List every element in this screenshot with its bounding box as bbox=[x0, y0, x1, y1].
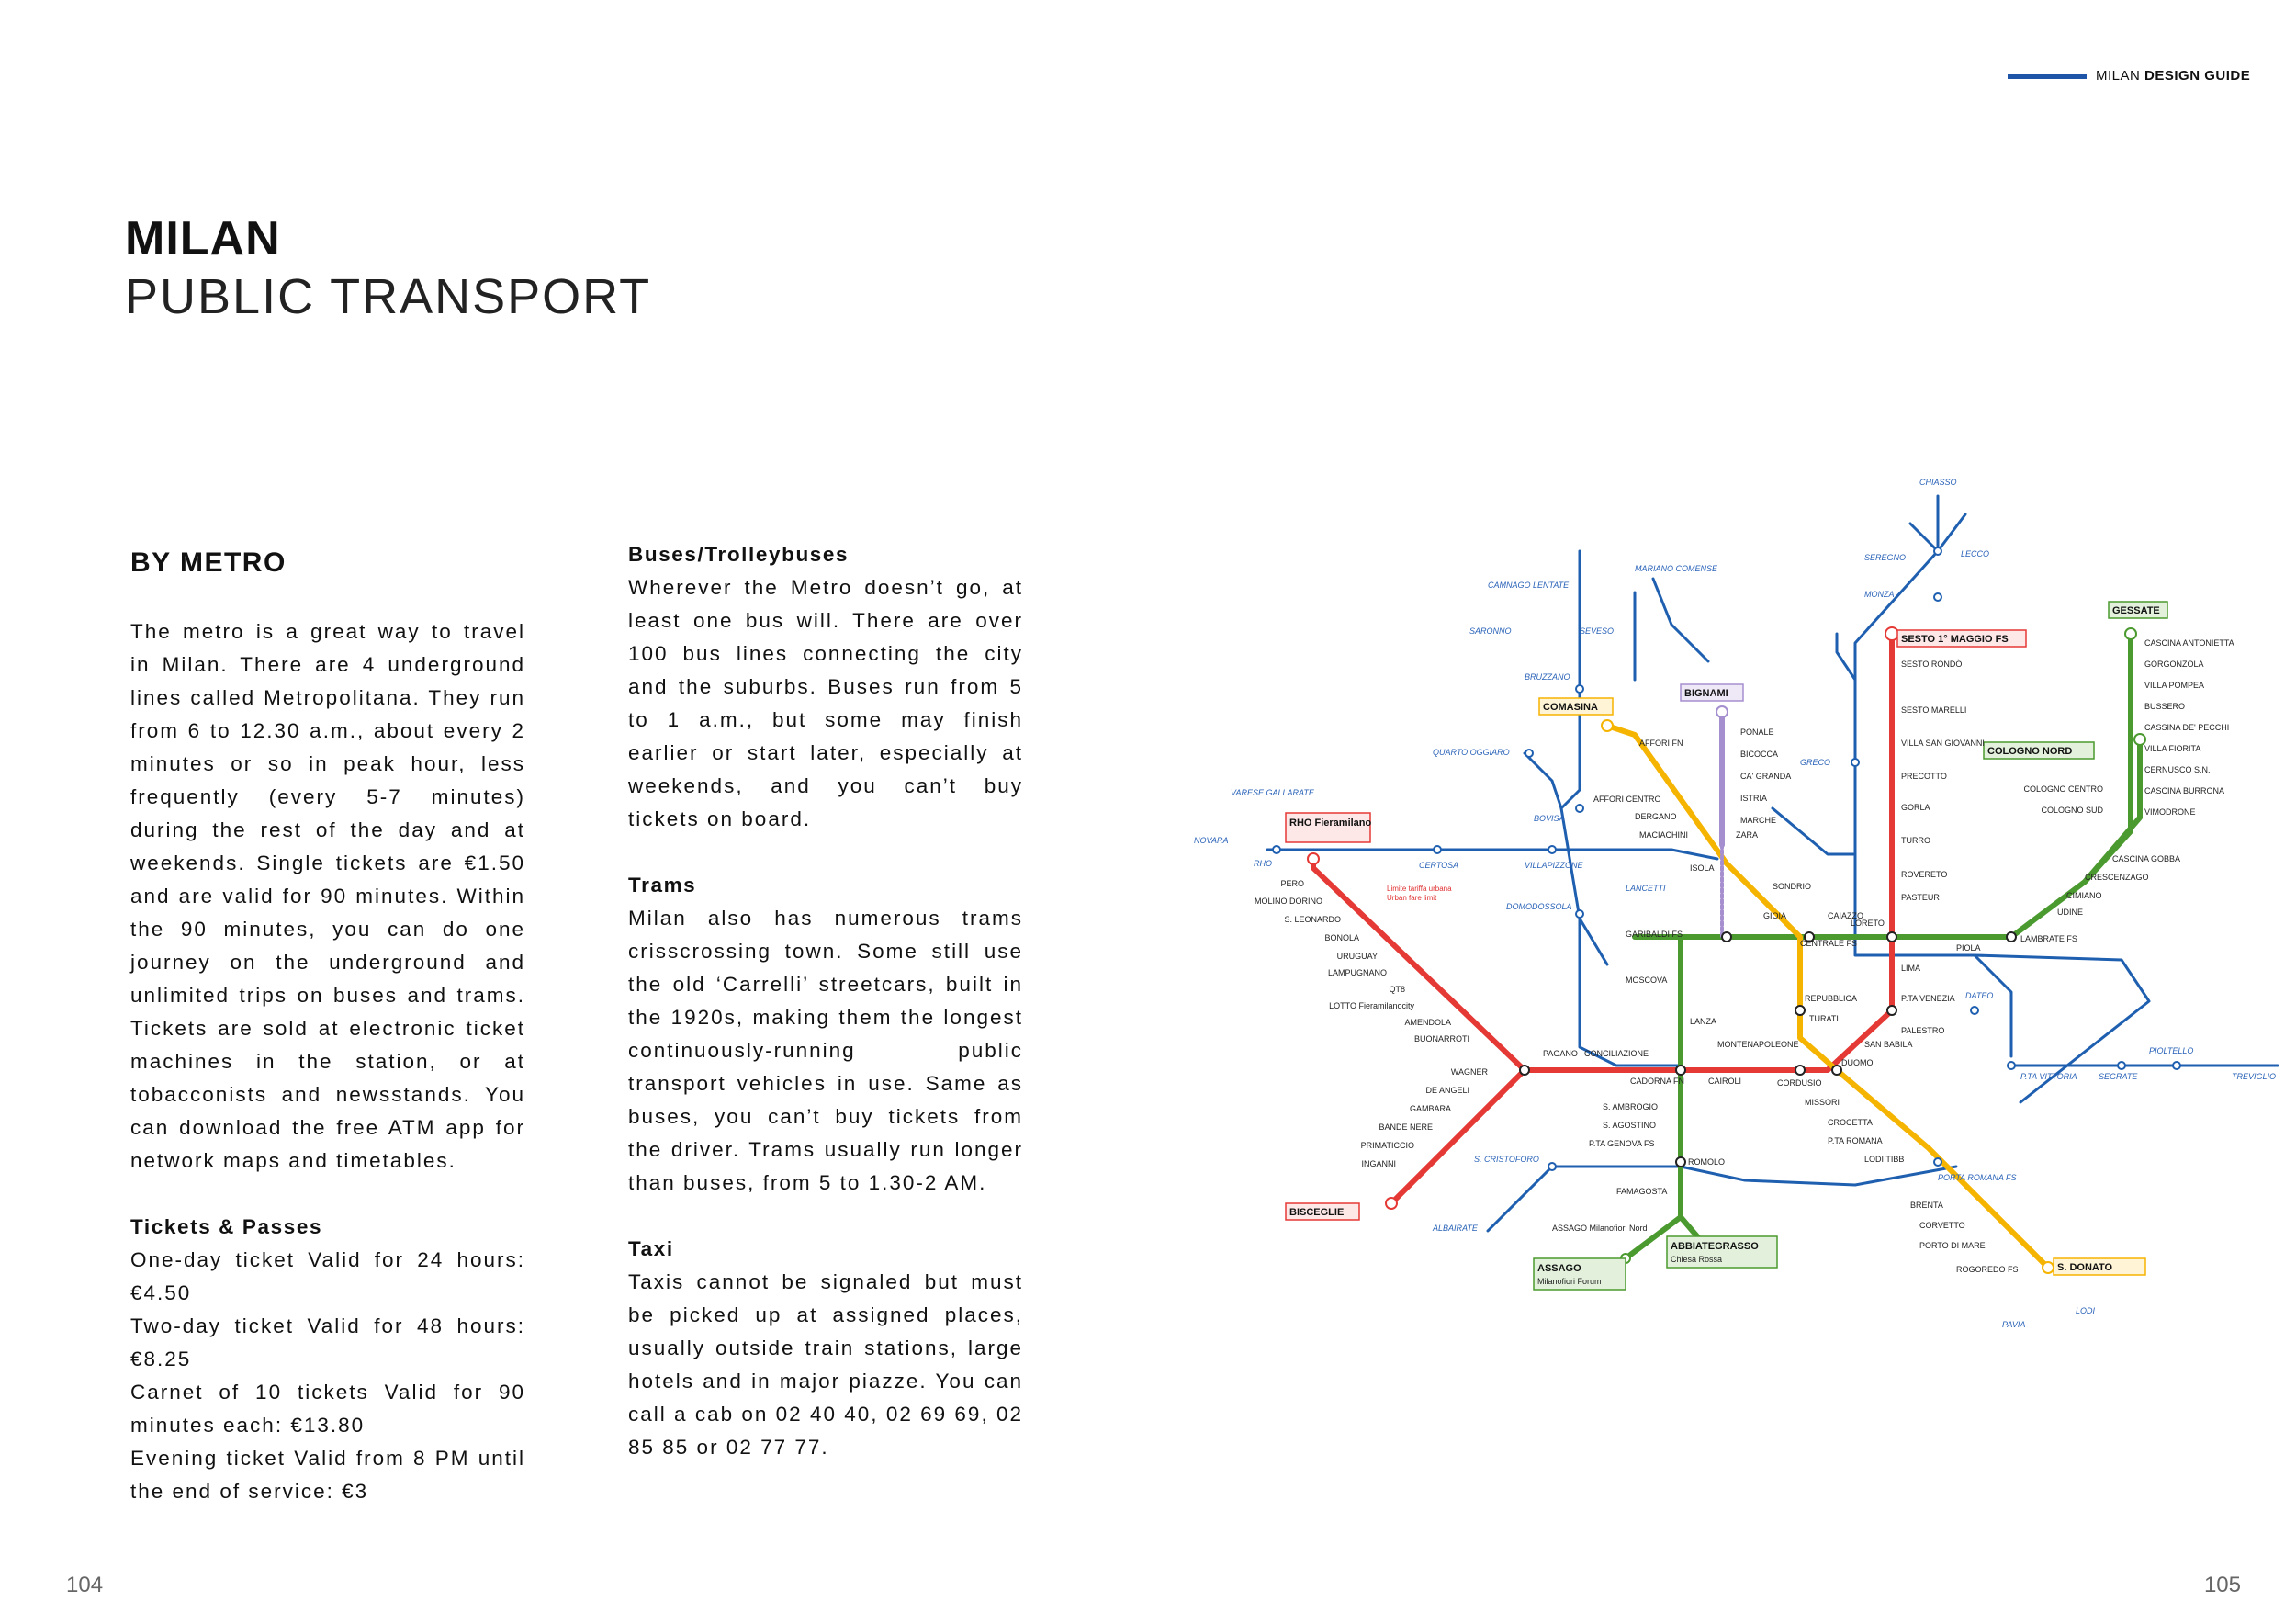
station-label: PERO bbox=[1280, 879, 1304, 888]
metro-map bbox=[1166, 468, 2287, 1350]
station-label: TURRO bbox=[1901, 836, 1930, 845]
page-title: MILAN bbox=[125, 212, 281, 265]
station-label: SEREGNO bbox=[1864, 553, 1907, 562]
station-label: CONCILIAZIONE bbox=[1584, 1049, 1649, 1058]
station-label: CAIROLI bbox=[1708, 1077, 1742, 1086]
station-label: PIOLTELLO bbox=[2149, 1046, 2194, 1055]
station-label: ZARA bbox=[1736, 830, 1759, 840]
station-label: CRESCENZAGO bbox=[2085, 873, 2149, 882]
station-label: PRIMATICCIO bbox=[1360, 1141, 1414, 1150]
station-label: SESTO RONDÒ bbox=[1901, 660, 1963, 669]
running-header bbox=[2096, 68, 2250, 84]
station-label: ISTRIA bbox=[1740, 794, 1768, 803]
header-series-bold: DESIGN GUIDE bbox=[2144, 68, 2251, 84]
buses-paragraph: Wherever the Metro doesn’t go, at least one bus will. There are over 100 bus lines connecting the city and the suburbs. Buses run from 5 to 1 a.m., but some may finish earlier or start later, especially at weekends, and you can’t buy tickets on board. bbox=[628, 576, 1023, 830]
station-label: CIMIANO bbox=[2066, 891, 2102, 900]
terminus-bisceglie: BISCEGLIE bbox=[1289, 1207, 1345, 1218]
station-label: CASCINA GOBBA bbox=[2112, 854, 2181, 863]
page-subtitle: PUBLIC TRANSPORT bbox=[125, 269, 652, 324]
station-label: GRECO bbox=[1800, 758, 1831, 767]
station-label: CROCETTA bbox=[1828, 1118, 1873, 1127]
station-label: DERGANO bbox=[1635, 812, 1677, 821]
station-label: BRENTA bbox=[1910, 1201, 1943, 1210]
terminus-assago: ASSAGO bbox=[1537, 1263, 1581, 1274]
station-label: PORTA ROMANA FS bbox=[1938, 1173, 2017, 1182]
station-label: CENTRALE FS bbox=[1800, 939, 1858, 948]
terminus-bignami: BIGNAMI bbox=[1684, 688, 1728, 699]
station-label: REPUBBLICA bbox=[1805, 994, 1858, 1003]
station-label: AFFORI FN bbox=[1639, 739, 1683, 748]
station-label: LAMBRATE FS bbox=[2020, 934, 2077, 943]
station-label: MOSCOVA bbox=[1626, 976, 1668, 985]
station-label: VARESE GALLARATE bbox=[1231, 788, 1314, 797]
ticket-item: Evening ticket Valid from 8 PM until the end of service: €3 bbox=[130, 1447, 525, 1503]
metro-paragraph: The metro is a great way to travel in Milan. There are 4 underground lines called Metropolitana. They run from 6 to 12.30 a.m., about every 2 minutes or so in peak hour, less frequently (every 5-7 minutes) during the rest of the day and at weekends. Single tickets are €1.50 and are valid for 90 minutes. Within the 90 minutes, you can do one journey on the underground and unlimited trips on buses and trams. Tickets are sold at electronic ticket machines in the station, or at tobacconists and newsstands. You can download the free ATM app for network maps and timetables. bbox=[130, 620, 525, 1172]
station-label: P.TA ROMANA bbox=[1828, 1136, 1883, 1145]
station-label: RHO bbox=[1254, 859, 1272, 868]
fare-limit-note-en: Urban fare limit bbox=[1387, 894, 1437, 902]
station-label: ROMOLO bbox=[1688, 1157, 1726, 1167]
station-label: CAIAZZO bbox=[1828, 911, 1864, 920]
station-label: PORTO DI MARE bbox=[1919, 1241, 1986, 1250]
station-label: COLOGNO CENTRO bbox=[2023, 784, 2103, 794]
station-label: LOTTO Fieramilanocity bbox=[1329, 1001, 1414, 1010]
station-label: MOLINO DORINO bbox=[1254, 897, 1322, 906]
station-label: LORETO bbox=[1851, 919, 1885, 928]
station-label: CERTOSA bbox=[1419, 861, 1459, 870]
trams-heading: Trams bbox=[628, 874, 697, 897]
railway-lines bbox=[1267, 468, 2278, 1231]
station-label: LAMPUGNANO bbox=[1327, 968, 1387, 977]
station-label: BUONARROTI bbox=[1413, 1034, 1469, 1043]
header-rule bbox=[2008, 74, 2087, 79]
station-label: MARIANO COMENSE bbox=[1635, 564, 1718, 573]
station-label: LODI bbox=[2076, 1306, 2096, 1315]
station-label: BRUZZANO bbox=[1525, 672, 1570, 682]
station-label: MARCHE bbox=[1740, 816, 1777, 825]
station-label: SEVESO bbox=[1580, 626, 1615, 636]
station-label: PONALE bbox=[1740, 727, 1774, 737]
station-label: S. AMBROGIO bbox=[1603, 1102, 1659, 1111]
trams-paragraph: Milan also has numerous trams crisscrossing town. Some still use the old ‘Carrelli’ streetcars, built in the 1920s, making them the longest continuously-running public transport vehicles in use. Same as buses, you can’t buy tickets from the driver. Trams usually run longer than buses, from 5 to 1.30-2 AM. bbox=[628, 907, 1023, 1194]
tickets-heading: Tickets & Passes bbox=[130, 1215, 323, 1238]
station-label: GARIBALDI FS bbox=[1626, 930, 1683, 939]
terminus-abbiategrasso-sub: Chiesa Rossa bbox=[1671, 1255, 1723, 1264]
station-label: FAMAGOSTA bbox=[1616, 1187, 1668, 1196]
station-label: MONZA bbox=[1864, 590, 1895, 599]
station-label: PRECOTTO bbox=[1901, 772, 1947, 781]
station-label: WAGNER bbox=[1450, 1067, 1488, 1077]
station-label: BOVISA bbox=[1534, 814, 1565, 823]
terminus-cologno: COLOGNO NORD bbox=[1987, 746, 2073, 757]
station-label: ISOLA bbox=[1690, 863, 1715, 873]
station-label: COLOGNO SUD bbox=[2041, 806, 2103, 815]
station-label: SARONNO bbox=[1469, 626, 1512, 636]
station-label: TURATI bbox=[1809, 1014, 1839, 1023]
line-m1-red bbox=[1313, 634, 1892, 1203]
station-label: P.TA VITTORIA bbox=[2020, 1072, 2077, 1081]
station-label: VIMODRONE bbox=[2144, 807, 2196, 817]
station-label: AFFORI CENTRO bbox=[1593, 795, 1661, 804]
station-label: S. CRISTOFORO bbox=[1474, 1155, 1539, 1164]
station-label: DE ANGELI bbox=[1425, 1086, 1469, 1095]
station-label: URUGUAY bbox=[1336, 952, 1378, 961]
station-label: SAN BABILA bbox=[1864, 1040, 1913, 1049]
station-label: CADORNA FN bbox=[1630, 1077, 1685, 1086]
station-label: GORGONZOLA bbox=[2144, 660, 2204, 669]
station-label: NOVARA bbox=[1194, 836, 1229, 845]
station-label: PIOLA bbox=[1956, 943, 1981, 953]
taxi-heading: Taxi bbox=[628, 1237, 674, 1260]
station-label: LANCETTI bbox=[1626, 884, 1666, 893]
station-label: CHIASSO bbox=[1919, 478, 1957, 487]
terminus-sdonato: S. DONATO bbox=[2057, 1262, 2113, 1273]
terminus-gessate: GESSATE bbox=[2112, 605, 2160, 616]
station-label: MONTENAPOLEONE bbox=[1717, 1040, 1799, 1049]
station-label: GIOIA bbox=[1763, 911, 1787, 920]
terminus-assago-sub: Milanofiori Forum bbox=[1537, 1277, 1602, 1286]
station-label: BANDE NERE bbox=[1379, 1122, 1433, 1132]
station-label: PALESTRO bbox=[1901, 1026, 1945, 1035]
station-label: MISSORI bbox=[1805, 1098, 1840, 1107]
station-label: GAMBARA bbox=[1409, 1104, 1451, 1113]
station-label: DATEO bbox=[1965, 991, 1994, 1000]
station-label: ROGOREDO FS bbox=[1956, 1265, 2019, 1274]
station-label: SONDRIO bbox=[1773, 882, 1812, 891]
station-label: S. LEONARDO bbox=[1284, 915, 1341, 924]
station-label: BICOCCA bbox=[1740, 750, 1779, 759]
page-number-left: 104 bbox=[66, 1573, 104, 1597]
station-label: SESTO MARELLI bbox=[1901, 705, 1967, 715]
station-label: ALBAIRATE bbox=[1433, 1224, 1478, 1233]
terminus-labels bbox=[1286, 602, 2167, 1290]
station-label: QT8 bbox=[1389, 985, 1405, 994]
station-label: QUARTO OGGIARO bbox=[1433, 748, 1510, 757]
station-label: CORDUSIO bbox=[1777, 1078, 1822, 1088]
station-label: P.TA VENEZIA bbox=[1901, 994, 1955, 1003]
station-label: VILLAPIZZONE bbox=[1525, 861, 1583, 870]
station-label: DUOMO bbox=[1841, 1058, 1874, 1067]
station-label: UDINE bbox=[2057, 908, 2084, 917]
station-label: CORVETTO bbox=[1919, 1221, 1965, 1230]
station-label: CA' GRANDA bbox=[1740, 772, 1792, 781]
station-label: TREVIGLIO bbox=[2232, 1072, 2277, 1081]
ticket-item: One-day ticket Valid for 24 hours: €4.50 bbox=[130, 1248, 525, 1304]
terminus-comasina: COMASINA bbox=[1543, 702, 1598, 713]
station-label: VILLA SAN GIOVANNI bbox=[1901, 739, 1985, 748]
terminus-sesto: SESTO 1° MAGGIO FS bbox=[1901, 634, 2009, 645]
station-label: LECCO bbox=[1961, 549, 1990, 558]
station-label: CASCINA ANTONIETTA bbox=[2144, 638, 2234, 648]
station-label: CASSINA DE' PECCHI bbox=[2144, 723, 2230, 732]
text-column-middle bbox=[628, 538, 1023, 1464]
station-label: BONOLA bbox=[1324, 933, 1359, 942]
station-label: PASTEUR bbox=[1901, 893, 1940, 902]
section-heading-by-metro: BY METRO bbox=[130, 547, 287, 578]
buses-heading: Buses/Trolleybuses bbox=[628, 543, 850, 566]
station-label: PAVIA bbox=[2002, 1320, 2026, 1329]
station-label: AMENDOLA bbox=[1404, 1018, 1451, 1027]
station-label: CAMNAGO LENTATE bbox=[1488, 581, 1570, 590]
station-label: INGANNI bbox=[1361, 1159, 1396, 1168]
station-label: VILLA POMPEA bbox=[2144, 681, 2205, 690]
station-label: PAGANO bbox=[1543, 1049, 1578, 1058]
station-label: GORLA bbox=[1901, 803, 1930, 812]
station-label: SEGRATE bbox=[2099, 1072, 2138, 1081]
station-label: S. AGOSTINO bbox=[1603, 1121, 1657, 1130]
station-label: ASSAGO Milanofiori Nord bbox=[1552, 1224, 1648, 1233]
station-label: P.TA GENOVA FS bbox=[1589, 1139, 1655, 1148]
station-label: MACIACHINI bbox=[1639, 830, 1689, 840]
station-label: VILLA FIORITA bbox=[2144, 744, 2201, 753]
page-number-right: 105 bbox=[2203, 1573, 2241, 1597]
taxi-paragraph: Taxis cannot be signaled but must be picked up at assigned places, usually outside train stations, large hotels and in major piazze. You can call a cab on 02 40 40, 02 69 69, 02 85 85 or 02 77 77. bbox=[628, 1270, 1023, 1459]
station-label: LIMA bbox=[1901, 964, 1921, 973]
fare-limit-note: Limite tariffa urbana bbox=[1387, 885, 1452, 893]
terminus-rho: RHO Fieramilano bbox=[1289, 818, 1372, 829]
station-label: DOMODOSSOLA bbox=[1506, 902, 1572, 911]
station-label: BUSSERO bbox=[2144, 702, 2186, 711]
header-series: MILAN bbox=[2096, 68, 2141, 84]
station-label: CERNUSCO S.N. bbox=[2144, 765, 2211, 774]
station-label: LODI TIBB bbox=[1864, 1155, 1905, 1164]
text-column-left bbox=[130, 615, 525, 1508]
station-label: CASCINA BURRONA bbox=[2144, 786, 2225, 795]
ticket-item: Two-day ticket Valid for 48 hours: €8.25 bbox=[130, 1314, 525, 1370]
terminus-abbiategrasso: ABBIATEGRASSO bbox=[1671, 1241, 1759, 1252]
station-label: ROVERETO bbox=[1901, 870, 1948, 879]
station-label: LANZA bbox=[1690, 1017, 1717, 1026]
ticket-item: Carnet of 10 tickets Valid for 90 minutes each: €13.80 bbox=[130, 1381, 525, 1437]
